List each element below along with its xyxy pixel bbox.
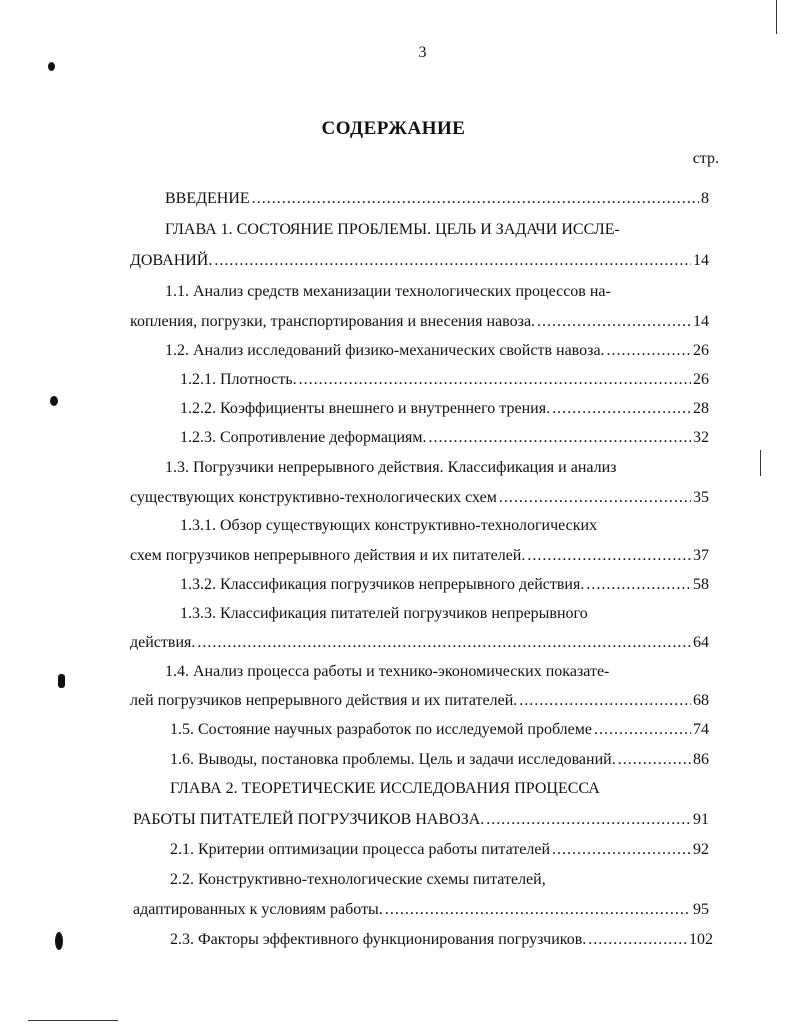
scan-edge-line	[776, 0, 777, 34]
toc-entry-1-2-2[interactable]	[180, 398, 709, 420]
toc-entry-text: 1.2.2. Коэффициенты внешнего и внутреннего трения.	[180, 400, 551, 417]
toc-entry-text: лей погрузчиков непрерывного действия и их питателей.	[130, 692, 518, 709]
toc-entry-page: 68	[693, 692, 709, 709]
toc-entry-text: 1.2.3. Сопротивление деформациям.	[180, 429, 427, 446]
toc-entry-page: 37	[693, 547, 709, 564]
page-column-label: стр.	[692, 150, 719, 167]
toc-entry-page: 58	[693, 576, 709, 593]
toc-entry-text: 2.3. Факторы эффективного функционирования погрузчиков.	[170, 931, 587, 948]
binding-hole-mark	[58, 674, 65, 688]
scan-edge-line	[760, 450, 761, 476]
toc-entry-1-3-1-line1[interactable]: 1.3.1. Обзор существующих конструктивно-технологических	[180, 517, 598, 534]
toc-entry-1-1-line2[interactable]	[130, 311, 709, 333]
toc-entry-page: 28	[693, 400, 709, 417]
toc-entry-text: ВВЕДЕНИЕ	[165, 190, 250, 207]
page-number: 3	[418, 44, 427, 61]
toc-entry-introduction[interactable]	[165, 188, 709, 210]
toc-entry-1-5[interactable]	[170, 719, 709, 741]
toc-entry-1-4-line1[interactable]: 1.4. Анализ процесса работы и технико-экономических показате-	[165, 663, 610, 680]
toc-entry-chapter-1-line1[interactable]: ГЛАВА 1. СОСТОЯНИЕ ПРОБЛЕМЫ. ЦЕЛЬ И ЗАДАЧИ ИССЛЕ-	[165, 221, 620, 238]
toc-entry-1-3-2[interactable]	[180, 574, 709, 596]
toc-entry-1-1-line1[interactable]: 1.1. Анализ средств механизации технологических процессов на-	[165, 283, 611, 300]
toc-entry-page: 64	[693, 634, 709, 651]
toc-entry-text: копления, погрузки, транспортирования и внесения навоза.	[130, 313, 536, 330]
toc-entry-text: 2.1. Критерии оптимизации процесса работы питателей	[170, 841, 551, 858]
toc-entry-page: 102	[689, 931, 713, 948]
toc-entry-1-3-line2[interactable]	[130, 487, 709, 509]
toc-entry-text: РАБОТЫ ПИТАТЕЛЕЙ ПОГРУЗЧИКОВ НАВОЗА.	[133, 811, 485, 828]
toc-entry-1-2-3[interactable]	[180, 427, 709, 449]
toc-entry-chapter-1-line2[interactable]	[130, 250, 709, 272]
toc-entry-1-4-line2[interactable]	[130, 690, 709, 712]
toc-entry-text: схем погрузчиков непрерывного действия и их питателей.	[130, 547, 526, 564]
toc-entry-page: 35	[693, 489, 709, 506]
toc-entry-page: 26	[693, 342, 709, 359]
toc-entry-1-3-3-line2[interactable]	[130, 632, 709, 654]
toc-entry-page: 95	[693, 901, 709, 918]
page-title: СОДЕРЖАНИЕ	[321, 118, 466, 139]
toc-entry-1-2-1[interactable]	[180, 369, 709, 391]
binding-hole-mark	[50, 396, 58, 406]
toc-entry-1-3-3-line1[interactable]: 1.3.3. Классификация питателей погрузчиков непрерывного	[180, 605, 588, 622]
toc-entry-2-2-line2[interactable]	[133, 899, 709, 921]
toc-entry-page: 91	[693, 811, 709, 828]
toc-entry-1-2[interactable]	[165, 340, 709, 362]
toc-entry-text: существующих конструктивно-технологических схем	[130, 489, 497, 506]
toc-entry-text: 1.2. Анализ исследований физико-механических свойств навоза.	[165, 342, 605, 359]
toc-entry-chapter-2-line2[interactable]	[133, 809, 709, 831]
toc-entry-1-3-1-line2[interactable]	[130, 545, 709, 567]
binding-hole-mark	[48, 62, 55, 71]
scan-edge-line	[28, 1020, 118, 1021]
toc-entry-1-6[interactable]	[170, 749, 709, 771]
toc-entry-text: 1.2.1. Плотность.	[180, 371, 297, 388]
toc-entry-text: 1.6. Выводы, постановка проблемы. Цель и задачи исследований.	[170, 751, 616, 768]
toc-entry-page: 86	[693, 751, 709, 768]
toc-entry-2-3[interactable]	[170, 929, 713, 951]
toc-entry-page: 74	[693, 721, 709, 738]
toc-entry-chapter-2-line1[interactable]: ГЛАВА 2. ТЕОРЕТИЧЕСКИЕ ИССЛЕДОВАНИЯ ПРОЦЕССА	[170, 780, 600, 797]
toc-entry-text: 1.5. Состояние научных разработок по исследуемой проблеме	[170, 721, 592, 738]
toc-entry-page: 14	[693, 252, 709, 269]
binding-hole-mark	[55, 932, 63, 950]
toc-entry-2-2-line1[interactable]: 2.2. Конструктивно-технологические схемы питателей,	[170, 871, 546, 888]
toc-entry-page: 14	[693, 313, 709, 330]
toc-entry-page: 92	[693, 841, 709, 858]
toc-entry-text: адаптированных к условиям работы.	[133, 901, 383, 918]
toc-entry-page: 32	[693, 429, 709, 446]
toc-entry-1-3-line1[interactable]: 1.3. Погрузчики непрерывного действия. Классификация и анализ	[165, 459, 617, 476]
toc-entry-text: ДОВАНИЙ.	[130, 252, 213, 269]
toc-entry-text: 1.3.2. Классификация погрузчиков непрерывного действия.	[180, 576, 585, 593]
toc-entry-2-1[interactable]	[170, 839, 709, 861]
toc-entry-page: 8	[701, 190, 709, 207]
toc-entry-text: действия.	[130, 634, 196, 651]
toc-entry-page: 26	[693, 371, 709, 388]
